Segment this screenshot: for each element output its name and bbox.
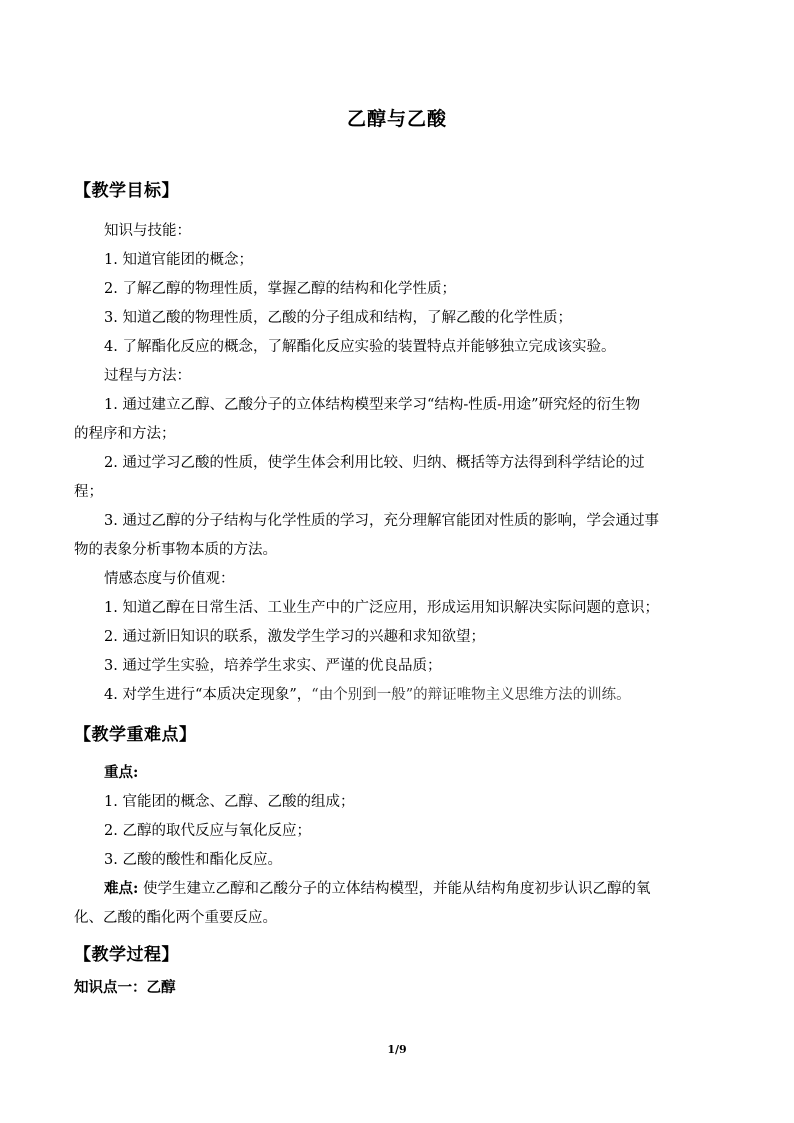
section-heading-teaching-goals: 【教学目标】 [74, 181, 179, 201]
emotion-item-4 [104, 685, 631, 705]
knowledge-point-1-heading: 知识点一：乙醇 [74, 979, 176, 996]
process-item-2-line-2: 程； [74, 484, 103, 500]
process-item-3-line-2: 物的表象分析事物本质的方法。 [74, 542, 277, 558]
page-number: 1/9 [387, 1043, 407, 1056]
emotion-item-2: 2. 通过新旧知识的联系，激发学生学习的兴趣和求知欲望； [104, 629, 485, 645]
process-item-1-line-1: 1. 通过建立乙醇、乙酸分子的立体结构模型来学习“结构-性质-用途”研究烃的衍生物 [104, 397, 641, 413]
process-methods-label: 过程与方法： [104, 368, 191, 384]
emotion-item-3: 3. 通过学生实验，培养学生求实、严谨的优良品质； [104, 658, 442, 674]
knowledge-item-4: 4. 了解酯化反应的概念，了解酯化反应实验的装置特点并能够独立完成该实验。 [104, 339, 616, 355]
key-points-label: 重点: [104, 764, 139, 781]
section-heading-key-difficult-points: 【教学重难点】 [74, 725, 197, 745]
knowledge-item-3: 3. 知道乙酸的物理性质，乙酸的分子组成和结构，了解乙酸的化学性质； [104, 310, 572, 326]
key-point-3: 3. 乙酸的酸性和酯化反应。 [104, 852, 282, 868]
key-point-1: 1. 官能团的概念、乙醇、乙酸的组成； [104, 794, 355, 810]
emotion-values-label: 情感态度与价值观： [104, 571, 235, 587]
document-title: 乙醇与乙酸 [346, 108, 447, 130]
difficult-point-line-1 [104, 879, 650, 899]
process-item-3-line-1: 3. 通过乙醇的分子结构与化学性质的学习，充分理解官能团对性质的影响，学会通过事 [104, 513, 659, 529]
knowledge-item-1: 1. 知道官能团的概念； [104, 252, 253, 268]
key-point-2: 2. 乙醇的取代反应与氧化反应； [104, 823, 311, 839]
knowledge-item-2: 2. 了解乙醇的物理性质，掌握乙醇的结构和化学性质； [104, 281, 456, 297]
emotion-item-4-part-1: 4. 对学生进行“本质决定现象”， [104, 687, 312, 703]
knowledge-skills-label: 知识与技能： [104, 223, 191, 239]
section-heading-teaching-process: 【教学过程】 [74, 945, 179, 965]
emotion-item-4-part-2: “由个别到一般”的辩证唯物主义思维方法的训练。 [311, 687, 631, 703]
difficult-points-label: 难点: [104, 880, 139, 897]
process-item-1-line-2: 的程序和方法； [74, 426, 176, 442]
process-item-2-line-1: 2. 通过学习乙酸的性质，使学生体会利用比较、归纳、概括等方法得到科学结论的过 [104, 455, 645, 471]
difficult-point-text: 使学生建立乙醇和乙酸分子的立体结构模型，并能从结构角度初步认识乙醇的氧 [142, 881, 651, 897]
difficult-point-line-2: 化、乙酸的酯化两个重要反应。 [74, 910, 277, 926]
emotion-item-1: 1. 知道乙醇在日常生活、工业生产中的广泛应用，形成运用知识解决实际问题的意识； [104, 600, 659, 616]
